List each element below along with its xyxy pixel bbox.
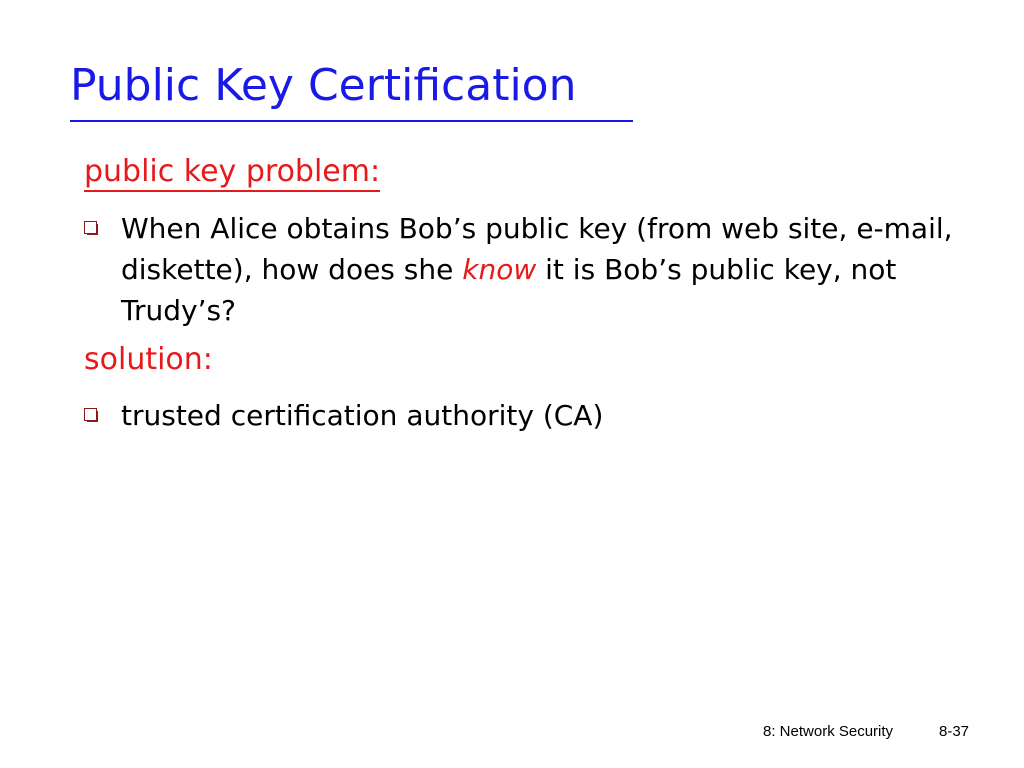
bullet-item-problem [84,208,984,331]
slide-title: Public Key Certification [70,60,577,111]
section-heading-problem [84,154,380,190]
bullet-text-before: When Alice obtains Bob’s public key (from web site, e-mail, diskette), how does she [121,212,953,286]
bullet-emphasis-know: know [462,253,537,286]
bullet-text-solution: trusted certification authority (CA) [121,399,604,432]
hollow-square-bullet-icon [84,408,97,421]
hollow-square-bullet-icon [84,221,97,234]
section-heading-problem-text: public key problem: [84,154,380,192]
bullet-item-solution [84,395,984,436]
bullet-text-problem [121,208,961,331]
footer-page-number: 8-37 [939,723,970,740]
title-underline [70,120,633,122]
bullet-text-after: it is Bob’s public key, not Trudy’s? [121,253,897,327]
section-heading-solution: solution: [84,342,213,377]
footer-chapter: 8: Network Security [763,723,894,740]
